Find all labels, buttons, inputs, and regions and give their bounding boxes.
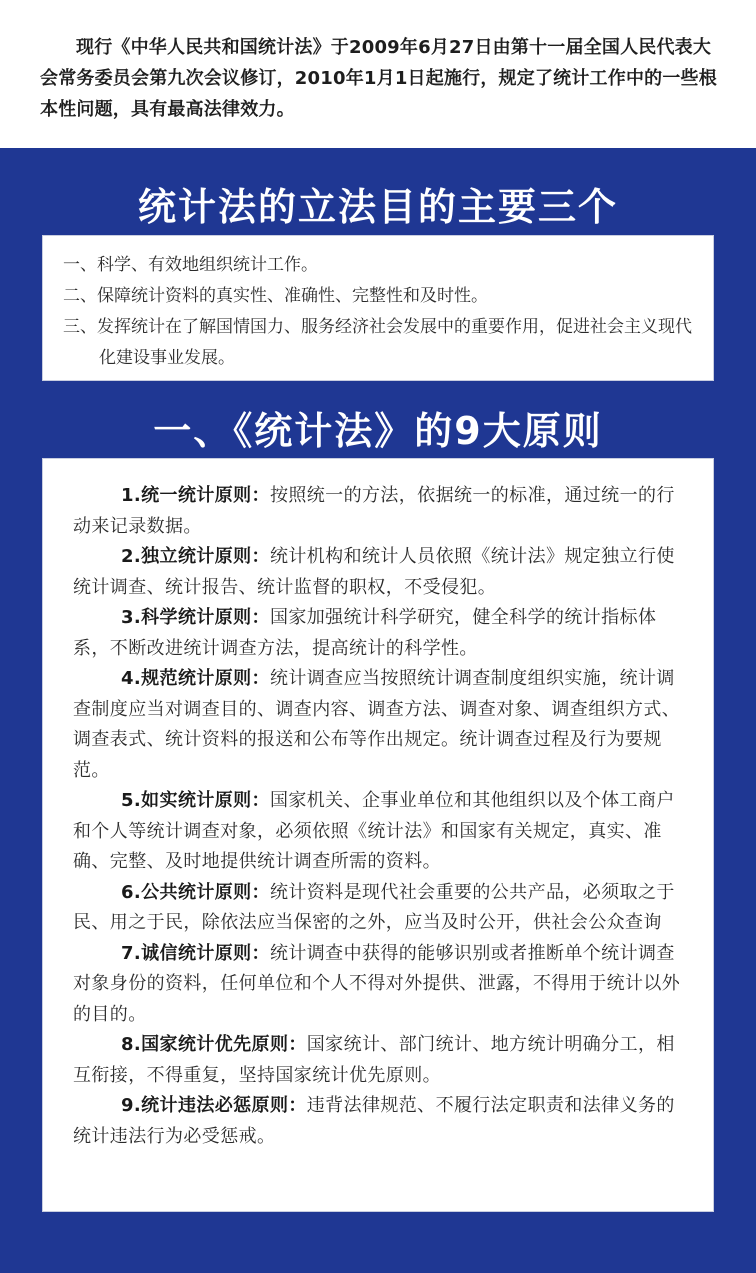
principles-card bbox=[42, 458, 714, 1212]
principle-item bbox=[73, 1091, 683, 1152]
purpose-item: 二、保障统计资料的真实性、准确性、完整性和及时性。 bbox=[63, 286, 488, 306]
principle-item bbox=[73, 542, 683, 603]
principle-text: 统计资料是现代社会重要的公共产品，必须取之于民、用之于民，除依法应当保密的之外，应当及时公开，供社会公众查询 bbox=[73, 881, 675, 933]
principle-text: 违背法律规范、不履行法定职责和法律义务的统计违法行为必受惩戒。 bbox=[73, 1095, 675, 1147]
principle-name: 3.科学统计原则： bbox=[121, 607, 270, 628]
principle-name: 6.公共统计原则： bbox=[121, 881, 270, 903]
principle-item bbox=[73, 786, 683, 878]
principle-text: 统计调查应当按照统计调查制度组织实施，统计调查制度应当对调查目的、调查内容、调查方法、调查对象、调查组织方式、调查表式、统计资料的报送和公布等作出规定。统计调查过程及行为要规范。 bbox=[73, 668, 681, 781]
principle-item bbox=[73, 603, 683, 664]
purpose-title: 统计法的立法目的主要三个 bbox=[137, 185, 618, 229]
principle-name: 4.规范统计原则： bbox=[121, 668, 270, 689]
principle-name: 7.诚信统计原则： bbox=[121, 942, 270, 964]
principle-text: 统计调查中获得的能够识别或者推断单个统计调查对象身份的资料，任何单位和个人不得对外提供、泄露，不得用于统计以外的目的。 bbox=[73, 942, 681, 1025]
principle-name: 2.独立统计原则： bbox=[121, 546, 270, 567]
purpose-item: 一、科学、有效地组织统计工作。 bbox=[63, 255, 318, 275]
principle-item bbox=[73, 878, 683, 939]
principle-text: 按照统一的方法，依据统一的标准，通过统一的行动来记录数据。 bbox=[73, 485, 675, 537]
principle-item bbox=[73, 481, 683, 542]
purpose-card bbox=[42, 235, 714, 381]
principles-title: 一、《统计法》的9大原则 bbox=[153, 409, 603, 453]
principle-name: 9.统计违法必惩原则： bbox=[121, 1095, 307, 1116]
principle-text: 国家统计、部门统计、地方统计明确分工，相互衔接，不得重复，坚持国家统计优先原则。 bbox=[73, 1034, 675, 1086]
purpose-item: 三、发挥统计在了解国情国力、服务经济社会发展中的重要作用，促进社会主义现代化建设事业发展。 bbox=[63, 317, 692, 368]
principle-name: 1.统一统计原则： bbox=[121, 485, 270, 506]
principle-text: 国家加强统计科学研究，健全科学的统计指标体系，不断改进统计调查方法，提高统计的科学性。 bbox=[73, 607, 657, 659]
principle-item bbox=[73, 939, 683, 1031]
principle-item bbox=[73, 664, 683, 786]
principle-text: 国家机关、企事业单位和其他组织以及个体工商户和个人等统计调查对象，必须依照《统计法》和国家有关规定，真实、准确、完整、及时地提供统计调查所需的资料。 bbox=[73, 790, 675, 872]
intro-paragraph: 现行《中华人民共和国统计法》于2009年6月27日由第十一届全国人民代表大会常务委员会第九次会议修订，2010年1月1日起施行，规定了统计工作中的一些根本性问题，具有最高法律效力。 bbox=[0, 0, 756, 148]
principle-item bbox=[73, 1030, 683, 1091]
principle-name: 8.国家统计优先原则： bbox=[121, 1034, 307, 1055]
principle-name: 5.如实统计原则： bbox=[121, 790, 270, 811]
principle-text: 统计机构和统计人员依照《统计法》规定独立行使统计调查、统计报告、统计监督的职权，不受侵犯。 bbox=[73, 546, 675, 598]
